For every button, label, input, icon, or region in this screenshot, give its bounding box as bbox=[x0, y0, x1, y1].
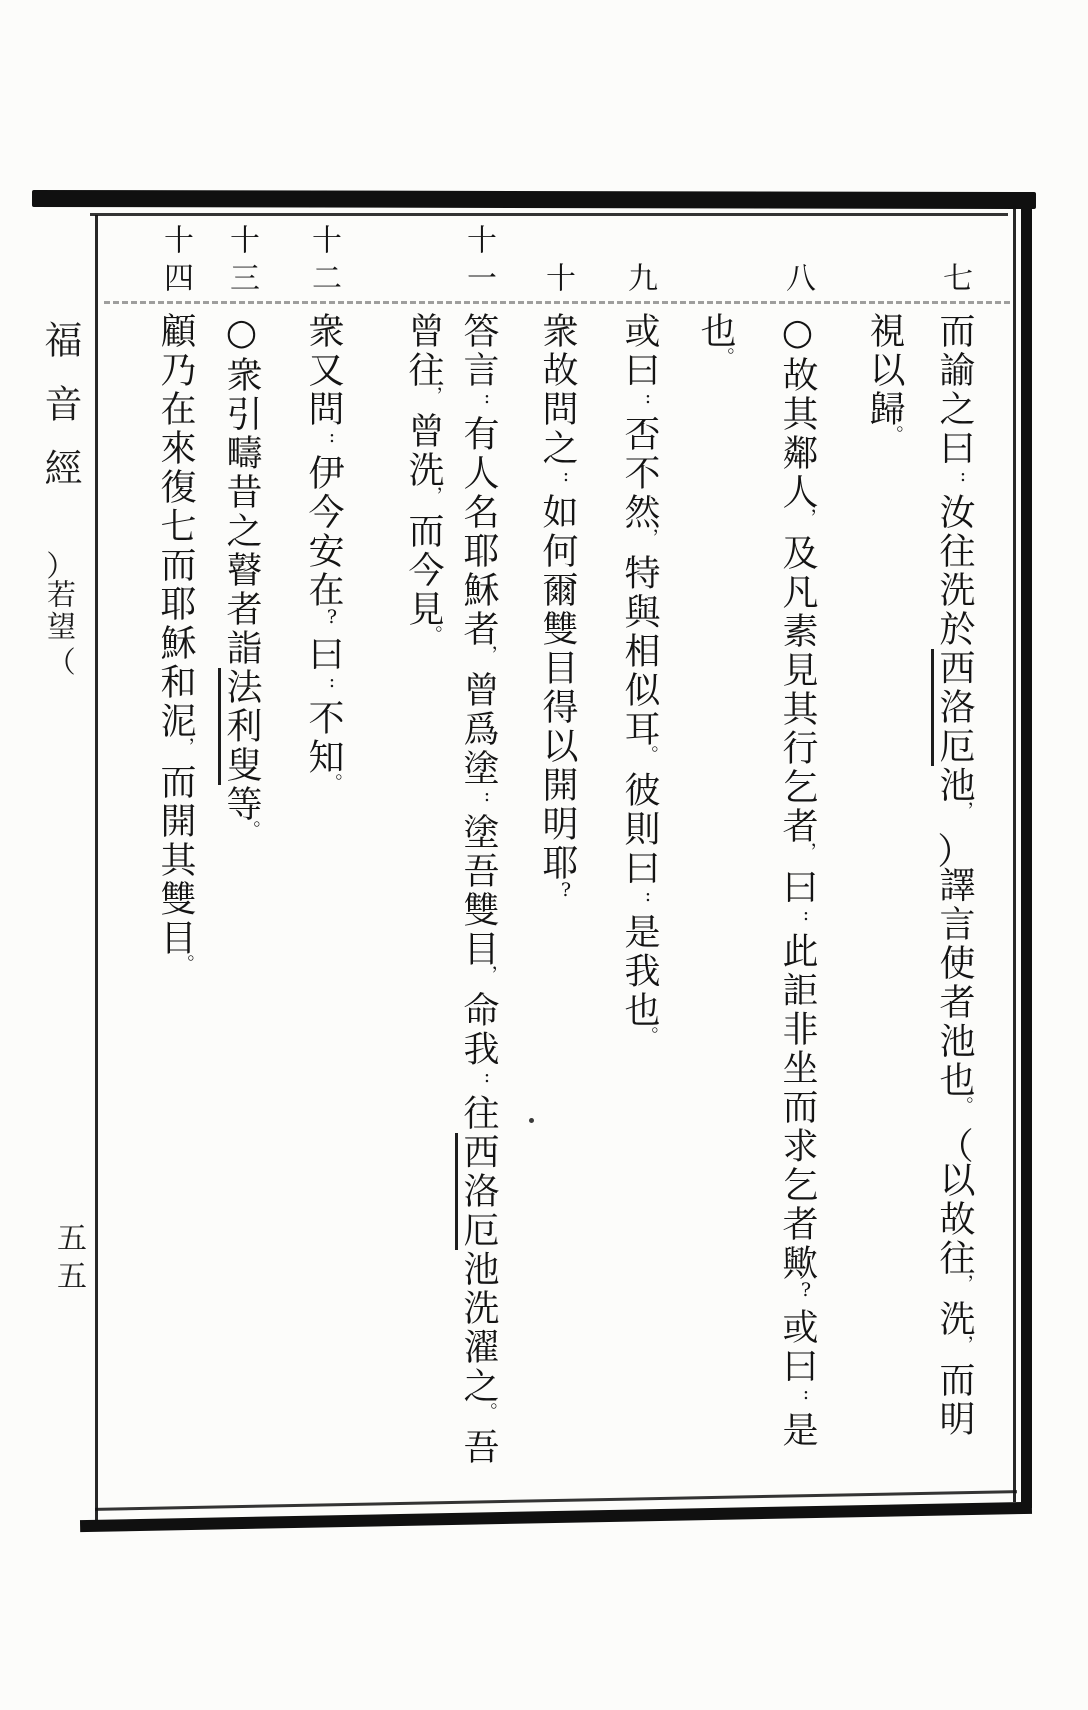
punctuation: 。 bbox=[637, 745, 659, 767]
top-rule-thin bbox=[90, 213, 1008, 216]
punctuation: ? bbox=[555, 879, 577, 904]
top-rule-thick bbox=[32, 190, 1036, 209]
book-volume: （若望） bbox=[43, 546, 77, 677]
punctuation: 。 bbox=[637, 1026, 659, 1048]
punctuation: : bbox=[476, 386, 498, 411]
frame-left-border bbox=[95, 215, 98, 1522]
vertical-paren: ） bbox=[43, 642, 76, 677]
frame-right-border-outer bbox=[1021, 195, 1032, 1508]
punctuation: : bbox=[321, 670, 343, 695]
verse-number: 十一 bbox=[461, 224, 496, 300]
punctuation: : bbox=[795, 903, 817, 928]
verse-九-line-1: 或曰:否不然，特與相似耳。彼則曰:是我也。 bbox=[610, 312, 668, 1504]
punctuation: ? bbox=[795, 1279, 817, 1304]
frame-right-border-inner bbox=[1013, 205, 1016, 1502]
margin-running-title bbox=[24, 320, 88, 675]
proper-noun-mark: 西洛厄 bbox=[455, 1133, 499, 1250]
verse-十三-line-1: ○衆引疇昔之瞽者詣法利叟等。 bbox=[212, 312, 270, 1504]
verse-十四-line-1: 顧乃在來復七而耶穌和泥，而開其雙目。 bbox=[146, 312, 204, 1504]
punctuation: ， bbox=[952, 1335, 974, 1357]
verse-七-line-1: 而諭之曰:汝往洗於西洛厄池，（譯言使者池也。）以故往，洗，而明 bbox=[925, 312, 983, 1504]
verse-number: 九 bbox=[622, 262, 657, 300]
punctuation: : bbox=[321, 425, 343, 450]
book-title: 福音經 bbox=[38, 320, 82, 512]
proper-noun-mark: 法利叟 bbox=[218, 668, 262, 785]
punctuation: ， bbox=[421, 486, 443, 508]
verse-number: 十 bbox=[540, 262, 575, 300]
punctuation: ， bbox=[476, 965, 498, 987]
punctuation: 。 bbox=[952, 1096, 974, 1118]
punctuation: : bbox=[476, 784, 498, 809]
page-number: 五五 bbox=[51, 1222, 86, 1298]
verse-十-line-1: 衆故問之:如何爾雙目得以開明耶? bbox=[528, 312, 586, 1504]
punctuation: 。 bbox=[173, 954, 195, 976]
punctuation: : bbox=[637, 884, 659, 909]
punctuation: : bbox=[637, 386, 659, 411]
punctuation: 。 bbox=[476, 1402, 498, 1424]
punctuation: ， bbox=[476, 645, 498, 667]
verse-十二-line-1: 衆又問:伊今安在?曰:不知。 bbox=[294, 312, 352, 1504]
punctuation: : bbox=[952, 464, 974, 489]
punctuation: 。 bbox=[882, 425, 904, 447]
punctuation: : bbox=[555, 464, 577, 489]
proper-noun-mark: 西洛厄 bbox=[931, 649, 975, 766]
verse-number-dashed-rule bbox=[104, 301, 1010, 304]
punctuation: 。 bbox=[321, 773, 343, 795]
verse-八-line-2: 也。 bbox=[686, 312, 744, 1504]
verse-七-line-2: 視以歸。 bbox=[855, 312, 913, 1504]
punctuation: 。 bbox=[713, 347, 735, 369]
punctuation: ， bbox=[795, 508, 817, 530]
verse-number: 八 bbox=[780, 262, 815, 300]
punctuation: 。 bbox=[421, 625, 443, 647]
punctuation: : bbox=[476, 1065, 498, 1090]
verse-十一-line-1: 答言:有人名耶穌者，曾爲塗:塗吾雙目，命我:往西洛厄池洗濯之。吾 bbox=[449, 312, 507, 1504]
punctuation: ， bbox=[795, 842, 817, 864]
verse-number: 七 bbox=[937, 262, 972, 300]
verse-number: 十三 bbox=[224, 224, 259, 300]
punctuation: ， bbox=[952, 801, 974, 823]
verse-number: 十四 bbox=[158, 224, 193, 300]
vertical-paren: ） bbox=[934, 1121, 974, 1163]
punctuation: 。 bbox=[239, 820, 261, 842]
punctuation: ， bbox=[637, 528, 659, 550]
verse-number: 十二 bbox=[306, 224, 341, 300]
vertical-paren: （ bbox=[43, 546, 76, 581]
punctuation: ， bbox=[952, 1274, 974, 1296]
punctuation: ? bbox=[321, 606, 343, 631]
punctuation: ， bbox=[173, 737, 195, 759]
punctuation: ， bbox=[421, 386, 443, 408]
verse-十一-line-2: 曾往，曾洗，而今見。 bbox=[394, 312, 452, 1504]
punctuation: : bbox=[795, 1382, 817, 1407]
verse-八-line-1: ○故其鄰人，及凡素見其行乞者，曰:此詎非坐而求乞者歟?或曰:是 bbox=[768, 312, 826, 1504]
vertical-paren: （ bbox=[934, 826, 974, 868]
